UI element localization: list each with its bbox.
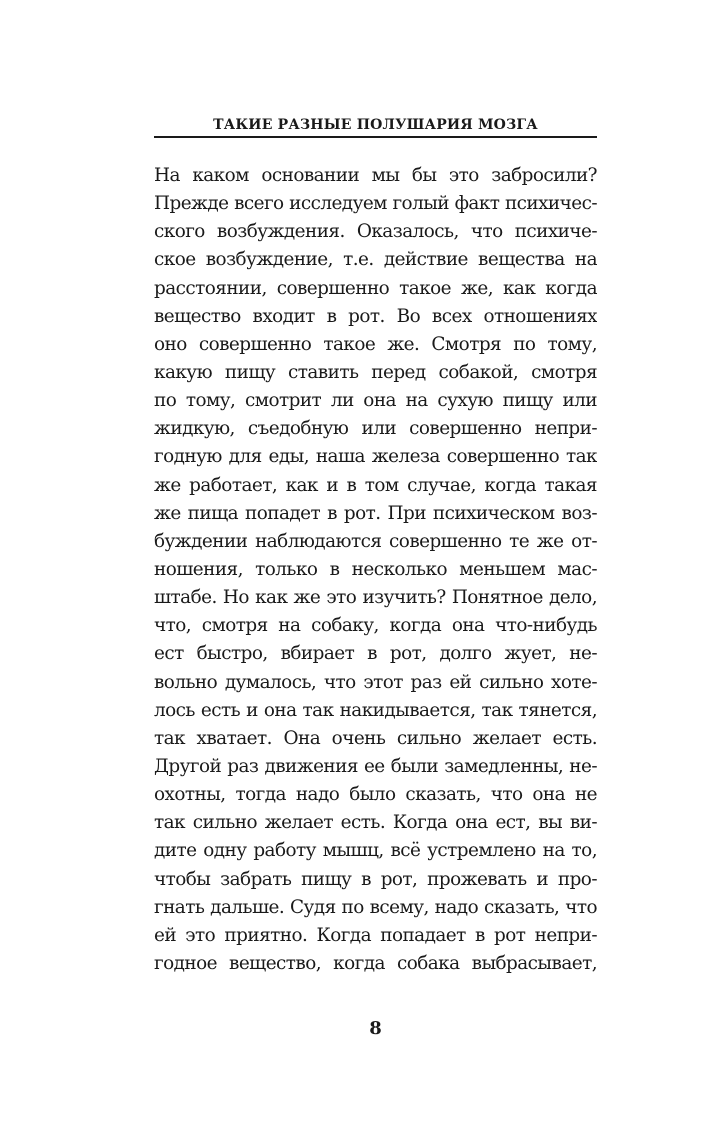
header-rule [154,136,597,138]
text-line: дите одну работу мышц, всё устремлено на то, [154,840,597,862]
text-line: какую пищу ставить перед собакой, смотря [154,361,597,383]
text-line: Прежде всего исследуем голый факт психичес- [154,193,597,215]
text-line: так хватает. Она очень сильно желает есть. [154,727,597,749]
text-line: вольно думалось, что этот раз ей сильно хоте- [154,671,597,693]
text-line: Другой раз движения ее были замедленны, не- [154,755,597,777]
text-line: чтобы забрать пищу в рот, прожевать и про- [154,868,597,890]
text-line: же работает, как и в том случае, когда такая [154,474,597,496]
text-line: ношения, только в несколько меньшем мас- [154,558,597,580]
text-line: же пища попадет в рот. При психическом воз- [154,502,597,524]
text-line: штабе. Но как же это изучить? Понятное дело, [154,587,597,609]
text-line: что, смотря на собаку, когда она что-нибудь [154,615,597,637]
text-line: так сильно желает есть. Когда она ест, вы ви- [154,812,597,834]
text-line: ское возбуждение, т.е. действие вещества на [154,249,597,271]
text-line: по тому, смотрит ли она на сухую пищу или [154,390,597,412]
text-line: годную для еды, наша железа совершенно так [154,446,597,468]
text-line: лось есть и она так накидывается, так тянется, [154,699,597,721]
running-header: ТАКИЕ РАЗНЫЕ ПОЛУШАРИЯ МОЗГА [213,117,538,133]
page-number: 8 [369,1018,382,1039]
body-text [154,162,597,978]
text-line: оно совершенно такое же. Смотря по тому, [154,333,597,355]
text-line: На каком основании мы бы это забросили? [154,165,597,186]
text-line: буждении наблюдаются совершенно те же от- [154,530,597,552]
text-line: охотны, тогда надо было сказать, что она не [154,784,597,806]
book-page [154,0,597,1122]
text-line: ей это приятно. Когда попадает в рот непри- [154,924,597,946]
text-line: ест быстро, вбирает в рот, долго жует, не- [154,643,597,665]
text-line: расстоянии, совершенно такое же, как когда [154,277,597,299]
text-line: жидкую, съедобную или совершенно непри- [154,418,597,440]
text-line: годное вещество, когда собака выбрасывает, [154,952,597,974]
text-line: вещество входит в рот. Во всех отношениях [154,305,597,327]
text-line: ского возбуждения. Оказалось, что психиче- [154,221,597,243]
text-line: гнать дальше. Судя по всему, надо сказать, что [154,896,597,918]
